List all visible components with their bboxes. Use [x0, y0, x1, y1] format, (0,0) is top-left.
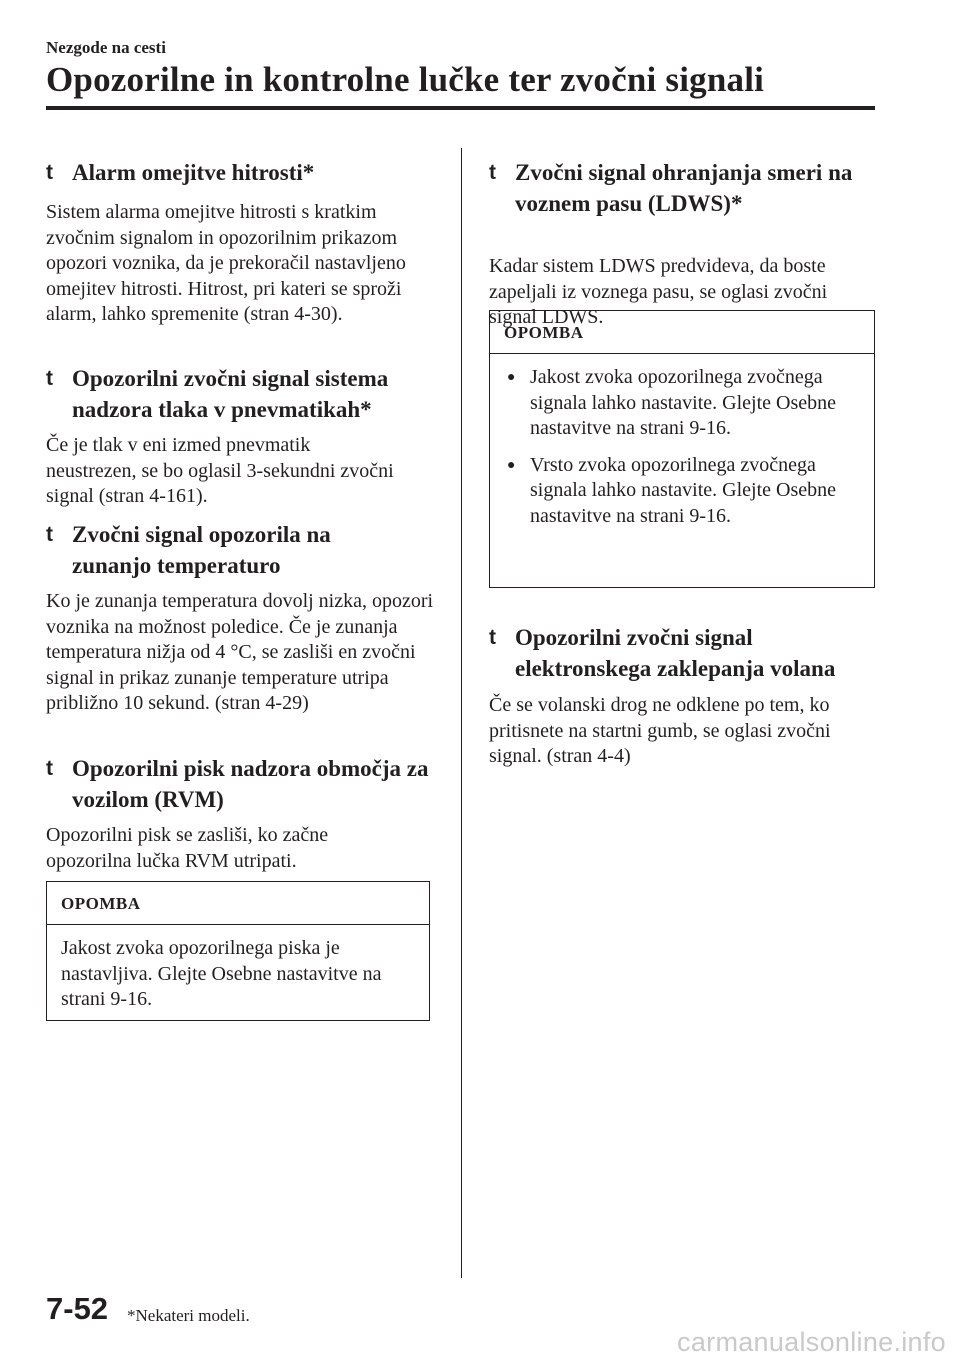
section-bullet-icon: t: [489, 626, 496, 649]
section-heading-text: Opozorilni pisk nadzora območja za vozilom (RVM): [72, 756, 429, 812]
note-box: [46, 881, 430, 1021]
note-item-text: Jakost zvoka opozorilnega zvočnega signala lahko nastavite. Glejte Osebne nastavitve na strani 9-16.: [530, 366, 837, 439]
section-bullet-icon: t: [489, 161, 496, 184]
page-title: Opozorilne in kontrolne lučke ter zvočni signali: [46, 60, 765, 99]
section-bullet-icon: t: [46, 367, 53, 390]
section-body-outside-temp: Ko je zunanja temperatura dovolj nizka, opozori voznika na možnost poledice. Če je zunanja temperatura nižja od 4 °C, se zasliši en zvočni signal in prikaz zunanje temperature utripa približno 10 sekund. (stran 4-29): [46, 590, 434, 714]
note-box: [489, 310, 875, 588]
section-heading-text: Zvočni signal ohranjanja smeri na voznem pasu (LDWS)*: [515, 160, 853, 216]
section-body-steering-lock: Če se volanski drog ne odklene po tem, ko pritisnete na startni gumb, se oglasi zvočni signal. (stran 4-4): [489, 694, 831, 767]
section-heading-outside-temp: [46, 519, 386, 581]
section-heading-text: Opozorilni zvočni signal elektronskega zaklepanja volana: [515, 625, 836, 681]
bullet-dot-icon: ●: [507, 457, 516, 473]
watermark: carmanualsonline.info: [677, 1327, 946, 1357]
section-body-speed-alarm: Sistem alarma omejitve hitrosti s kratkim zvočnim signalom in opozorilnim prikazom opozori voznika, da je prekoračil nastavljeno omejitev hitrosti. Hitrost, pri kateri se sproži alarm, lahko spremenite (stran 4-30).: [46, 201, 406, 325]
note-title: OPOMBA: [490, 311, 874, 354]
section-heading-text: Zvočni signal opozorila na zunanjo temperaturo: [72, 522, 331, 578]
section-heading-steering-lock: [489, 622, 875, 684]
section-heading-speed-alarm: [46, 157, 436, 188]
section-bullet-icon: t: [46, 523, 53, 546]
note-body: Jakost zvoka opozorilnega piska je nastavljiva. Glejte Osebne nastavitve na strani 9-16.: [61, 937, 382, 1010]
note-list-item: [504, 365, 860, 442]
bullet-dot-icon: ●: [507, 370, 516, 385]
section-heading-ldws: [489, 157, 875, 219]
column-divider: [461, 148, 462, 1278]
note-list: [504, 365, 860, 529]
note-item-text: Vrsto zvoka opozorilnega zvočnega signala lahko nastavite. Glejte Osebne nastavitve na strani 9-16.: [530, 453, 837, 527]
section-body-ldws: Kadar sistem LDWS predvideva, da boste zapeljali iz voznega pasu, se oglasi zvočni signal LDWS.: [489, 255, 828, 328]
footnote: *Nekateri modeli.: [127, 1306, 250, 1325]
section-bullet-icon: t: [46, 161, 53, 184]
chapter-label: Nezgode na cesti: [46, 38, 166, 57]
section-body-tpms: Če je tlak v eni izmed pnevmatik neustrezen, se bo oglasil 3-sekundni zvočni signal (stran 4-161).: [46, 434, 394, 507]
section-bullet-icon: t: [46, 757, 53, 780]
note-body: [490, 354, 874, 550]
note-list-item: [504, 453, 860, 530]
section-heading-rvm: [46, 753, 436, 815]
section-heading-text: Opozorilni zvočni signal sistema nadzora tlaka v pnevmatikah*: [72, 366, 389, 422]
section-body-rvm: Opozorilni pisk se zasliši, ko začne opozorilna lučka RVM utripati.: [46, 824, 329, 872]
title-rule: [46, 106, 875, 110]
note-title: OPOMBA: [47, 882, 429, 925]
page-number: 7-52: [46, 1291, 109, 1326]
section-heading-text: Alarm omejitve hitrosti*: [72, 160, 315, 185]
section-heading-tpms: [46, 363, 436, 425]
